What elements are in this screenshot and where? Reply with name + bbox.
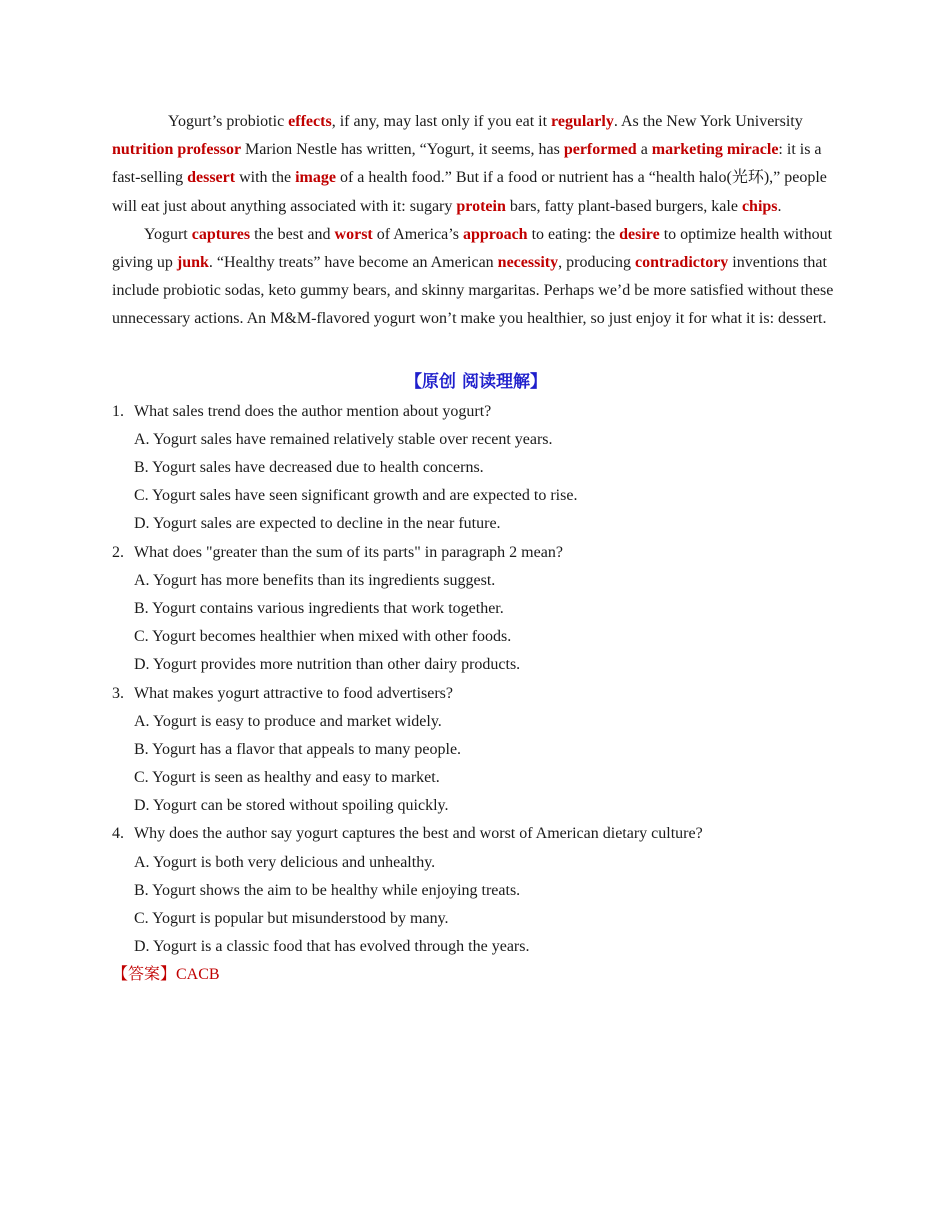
passage-text: to optimize health without giving up [112, 225, 833, 272]
question-number: 3. [112, 684, 124, 702]
answer-option: D. Yogurt provides more nutrition than other dairy products. [134, 656, 521, 674]
highlighted-word: effects [288, 113, 332, 130]
highlighted-word: contradictory [634, 254, 729, 272]
passage-text: of America’s [372, 225, 463, 243]
highlighted-word: protein [456, 197, 506, 215]
passage-text: Yogurt [144, 225, 192, 243]
highlighted-word: captures [191, 225, 251, 243]
passage-paragraph-2 [112, 221, 840, 334]
highlighted-word: performed [563, 141, 637, 159]
answer-option: A. Yogurt sales have remained relatively stable over recent years. [134, 430, 553, 448]
passage-paragraph-1 [112, 108, 840, 221]
passage-text: of a health food.” But if a food or nutrient has a “health halo(光环),” people will eat just about anything associated with it: sugary [112, 169, 827, 215]
answer-option: C. Yogurt sales have seen significant growth and are expected to rise. [134, 487, 578, 505]
passage-text: bars, fatty plant-based burgers, kale [505, 197, 742, 215]
highlighted-word: marketing miracle [651, 141, 779, 159]
passage-text: , producing [558, 254, 635, 272]
highlighted-word: approach [462, 225, 528, 243]
answer-option: A. Yogurt has more benefits than its ingredients suggest. [134, 571, 496, 589]
passage-text: Marion Nestle has written, “Yogurt, it seems, has [241, 141, 564, 159]
question-stem [112, 539, 840, 567]
answer-option: C. Yogurt is popular but misunderstood by many. [134, 910, 449, 927]
question-list [112, 398, 840, 962]
answer-option: D. Yogurt can be stored without spoiling quickly. [134, 797, 449, 815]
passage-text: inventions that include probiotic sodas, keto gummy bears, and skinny margaritas. Perhaps we’d be more satisfied without these unnecessary actions. An M&M-flavored yogurt won’t make you healthier, so just enjoy it for what it is: dessert. [112, 254, 834, 328]
highlighted-word: dessert [187, 169, 236, 187]
document-page [112, 108, 840, 990]
question-number: 4. [112, 825, 124, 843]
answer-option: A. Yogurt is both very delicious and unhealthy. [134, 853, 436, 871]
passage-text: to eating: the [527, 225, 620, 243]
answer-option: C. Yogurt becomes healthier when mixed with other foods. [134, 628, 512, 646]
highlighted-word: necessity [497, 254, 559, 272]
question-text: What makes yogurt attractive to food advertisers? [134, 684, 453, 702]
highlighted-word: worst [334, 225, 373, 243]
answer-option: D. Yogurt sales are expected to decline in the near future. [134, 515, 501, 533]
answer-option: B. Yogurt shows the aim to be healthy while enjoying treats. [134, 881, 521, 899]
section-title: 【原创 阅读理解】 [405, 371, 547, 392]
passage-text: . [777, 197, 782, 215]
highlighted-word: junk [176, 254, 209, 272]
highlighted-word: desire [619, 225, 660, 243]
passage-text: the best and [250, 225, 335, 243]
answer-option: B. Yogurt contains various ingredients that work together. [134, 599, 504, 617]
answer-option: B. Yogurt has a flavor that appeals to many people. [134, 740, 462, 758]
question-number: 2. [112, 543, 124, 561]
passage-text: with the [235, 169, 296, 187]
passage-text: , if any, may last only if you eat it [331, 113, 552, 130]
answer-option: A. Yogurt is easy to produce and market widely. [134, 712, 442, 730]
passage-text: Yogurt’s probiotic [168, 113, 289, 130]
highlighted-word: nutrition professor [112, 141, 242, 159]
answer-option: D. Yogurt is a classic food that has evolved through the years. [134, 938, 530, 956]
passage-text: : it is a fast-selling [112, 141, 822, 187]
highlighted-word: chips [741, 197, 778, 215]
passage-text: . As the New York University [613, 113, 803, 130]
passage-text: . “Healthy treats” have become an American [208, 254, 498, 272]
answer-option: B. Yogurt sales have decreased due to health concerns. [134, 459, 484, 476]
question-text: Why does the author say yogurt captures the best and worst of American dietary culture? [134, 825, 703, 843]
passage-text: a [636, 141, 652, 159]
answer-key: 【答案】CACB [112, 966, 220, 984]
answer-option: C. Yogurt is seen as healthy and easy to market. [134, 769, 440, 787]
question-stem [112, 398, 840, 426]
question-number: 1. [112, 402, 124, 420]
question-stem [112, 820, 840, 848]
question-text: What does "greater than the sum of its parts" in paragraph 2 mean? [134, 543, 563, 561]
question-text: What sales trend does the author mention about yogurt? [134, 402, 492, 420]
highlighted-word: regularly [551, 113, 614, 130]
highlighted-word: image [295, 169, 336, 187]
question-stem [112, 680, 840, 708]
